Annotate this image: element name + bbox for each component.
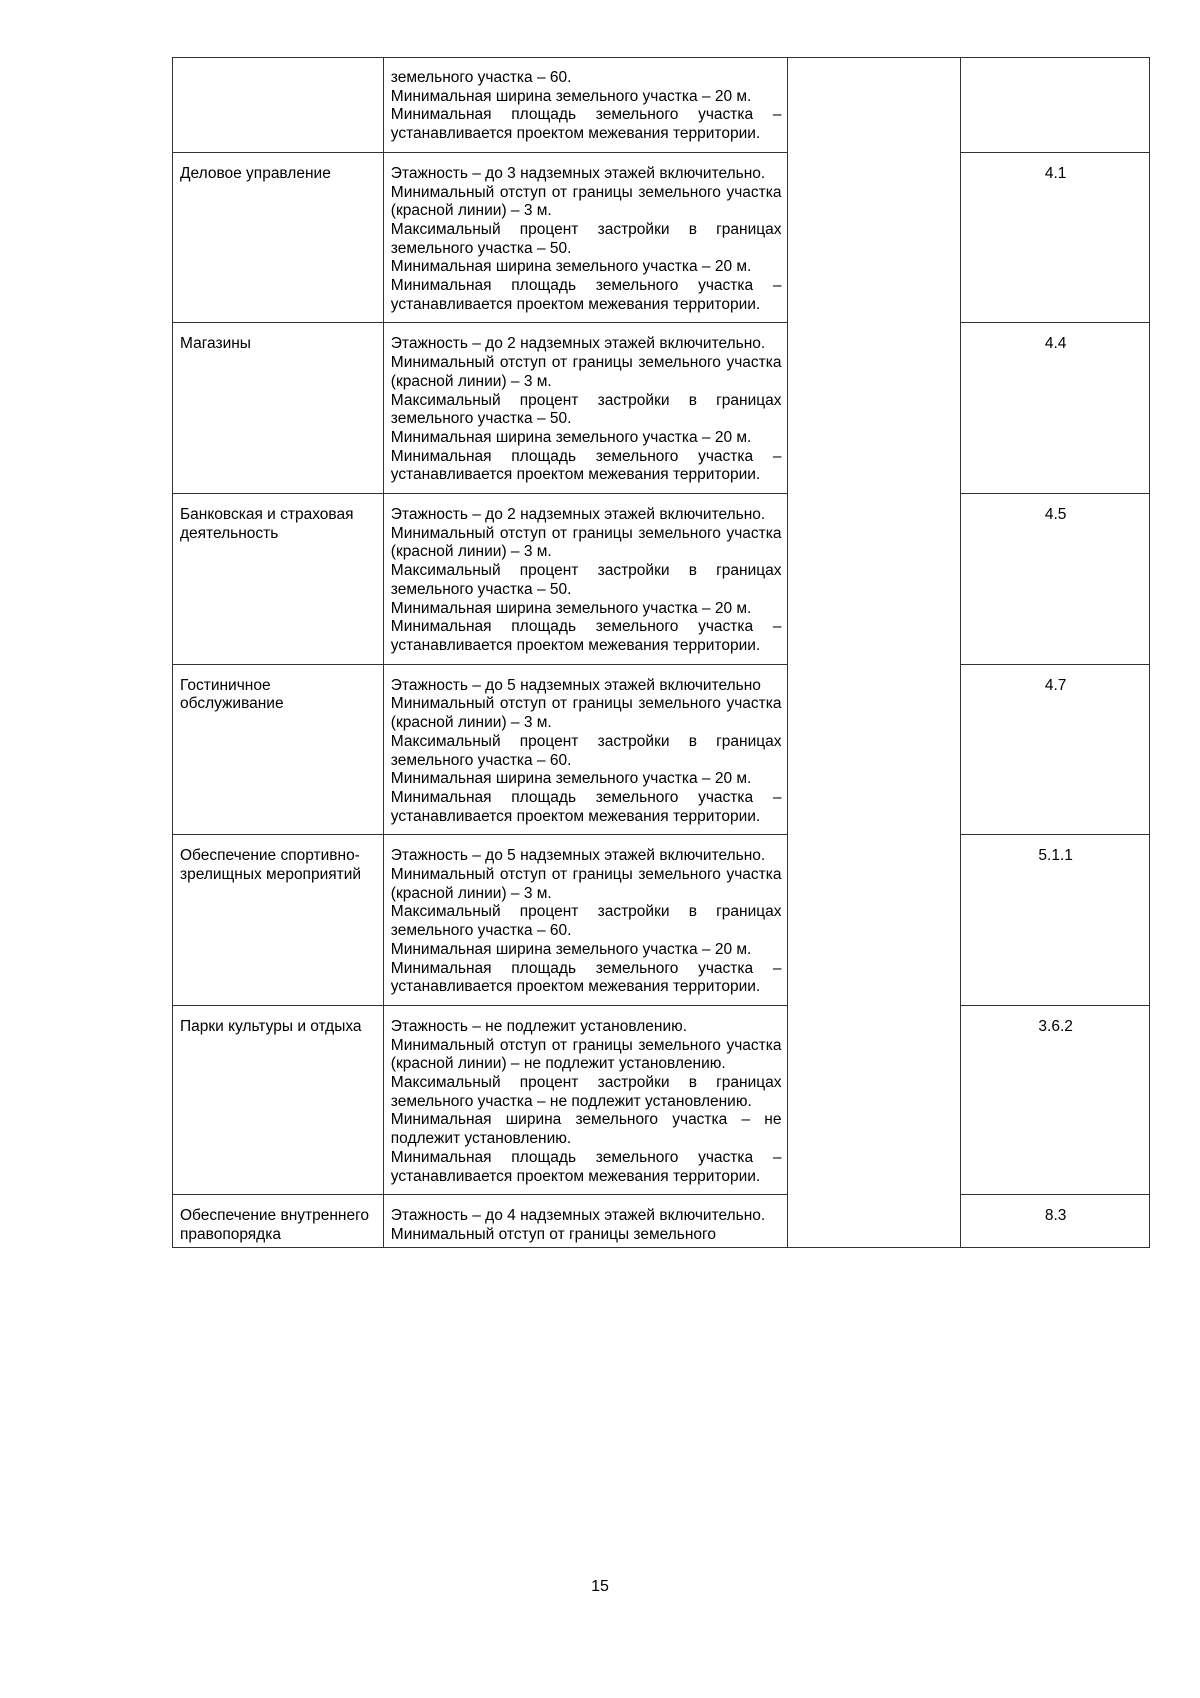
permitted-use-name: Обеспечение спортивно-зрелищных мероприятий (173, 835, 384, 1006)
parameter-line: Минимальная площадь земельного участка – устанавливается проектом межевания территории. (390, 1148, 782, 1185)
parameter-line: Этажность – до 5 надземных этажей включительно (390, 676, 761, 694)
page-number: 15 (591, 1578, 609, 1595)
parameter-line: Максимальный процент застройки в границах земельного участка – 50. (390, 220, 782, 257)
use-code: 3.6.2 (961, 1005, 1150, 1194)
parameter-line: Минимальная ширина земельного участка – 20 м. (390, 940, 752, 958)
use-code (961, 58, 1150, 153)
parameter-line: Максимальный процент застройки в границах земельного участка – 60. (390, 732, 782, 769)
parameter-line: Минимальная площадь земельного участка – устанавливается проектом межевания территории. (390, 618, 782, 654)
table-row (173, 664, 1150, 835)
construction-parameters (383, 323, 788, 494)
table-row (173, 152, 1150, 323)
construction-parameters (383, 1005, 788, 1194)
parameter-line: Минимальный отступ от границы земельного (390, 1225, 716, 1243)
construction-parameters (383, 58, 788, 153)
use-code: 4.5 (961, 494, 1150, 665)
table-body (173, 58, 1150, 1248)
parameter-line: Минимальная ширина земельного участка – 20 м. (390, 599, 752, 617)
parameter-line: Этажность – до 2 надземных этажей включительно. (390, 506, 766, 524)
parameter-line: Минимальная ширина земельного участка – 20 м. (390, 258, 752, 276)
permitted-use-name: Банковская и страховая деятельность (173, 494, 384, 665)
construction-parameters (383, 835, 788, 1006)
parameter-line: Минимальный отступ от границы земельного участка (красной линии) – 3 м. (390, 183, 782, 220)
parameter-line: Минимальный отступ от границы земельного участка (красной линии) – 3 м. (390, 524, 782, 561)
parameter-line: Максимальный процент застройки в границах земельного участка – не подлежит установлению. (390, 1074, 782, 1110)
parameter-line: Максимальный процент застройки в границах земельного участка – 50. (390, 562, 782, 598)
parameter-line: Этажность – не подлежит установлению. (390, 1017, 688, 1035)
parameter-line: Минимальный отступ от границы земельного участка (красной линии) – не подлежит установлению. (390, 1036, 782, 1073)
empty-column-cell (788, 58, 961, 1248)
parameter-line: Минимальная ширина земельного участка – 20 м. (390, 770, 752, 788)
parameter-line: земельного участка – 60. (390, 69, 572, 86)
parameter-line: Минимальная площадь земельного участка – устанавливается проектом межевания территории. (390, 447, 782, 484)
parameter-line: Этажность – до 3 надземных этажей включительно. (390, 164, 766, 182)
parameter-line: Минимальная площадь земельного участка – устанавливается проектом межевания территории. (390, 106, 782, 143)
zoning-regulations-table (172, 57, 1150, 1248)
parameter-line: Максимальный процент застройки в границах земельного участка – 60. (390, 903, 782, 940)
parameter-line: Этажность – до 2 надземных этажей включительно. (390, 335, 766, 353)
construction-parameters (383, 1195, 788, 1247)
use-code: 8.3 (961, 1195, 1150, 1247)
parameter-line: Этажность – до 5 надземных этажей включительно. (390, 847, 766, 865)
parameter-line: Минимальная ширина земельного участка – 20 м. (390, 428, 752, 446)
table-row (173, 494, 1150, 665)
table-row (173, 835, 1150, 1006)
parameter-line: Минимальная ширина земельного участка – 20 м. (390, 87, 752, 105)
permitted-use-name: Деловое управление (173, 152, 384, 323)
permitted-use-name (173, 58, 384, 153)
use-code: 4.1 (961, 152, 1150, 323)
table-row (173, 323, 1150, 494)
construction-parameters (383, 494, 788, 665)
construction-parameters (383, 152, 788, 323)
permitted-use-name: Обеспечение внутреннего правопорядка (173, 1195, 384, 1247)
permitted-use-name: Магазины (173, 323, 384, 494)
parameter-line: Минимальная площадь земельного участка – устанавливается проектом межевания территории. (390, 788, 782, 825)
parameter-line: Минимальный отступ от границы земельного участка (красной линии) – 3 м. (390, 354, 782, 390)
table-row (173, 1005, 1150, 1194)
parameter-line: Минимальная площадь земельного участка – устанавливается проектом межевания территории. (390, 277, 782, 313)
use-code: 4.4 (961, 323, 1150, 494)
parameter-line: Этажность – до 4 надземных этажей включительно. (390, 1207, 766, 1225)
parameter-line: Максимальный процент застройки в границах земельного участка – 50. (390, 391, 782, 428)
parameter-line: Минимальная ширина земельного участка – не подлежит установлению. (390, 1111, 782, 1148)
use-code: 4.7 (961, 664, 1150, 835)
use-code: 5.1.1 (961, 835, 1150, 1006)
permitted-use-name: Парки культуры и отдыха (173, 1005, 384, 1194)
construction-parameters (383, 664, 788, 835)
parameter-line: Минимальный отступ от границы земельного участка (красной линии) – 3 м. (390, 866, 782, 902)
permitted-use-name: Гостиничное обслуживание (173, 664, 384, 835)
table-row (173, 58, 1150, 153)
table-row (173, 1195, 1150, 1247)
parameter-line: Минимальная площадь земельного участка – устанавливается проектом межевания территории. (390, 959, 782, 996)
parameter-line: Минимальный отступ от границы земельного участка (красной линии) – 3 м. (390, 695, 782, 732)
